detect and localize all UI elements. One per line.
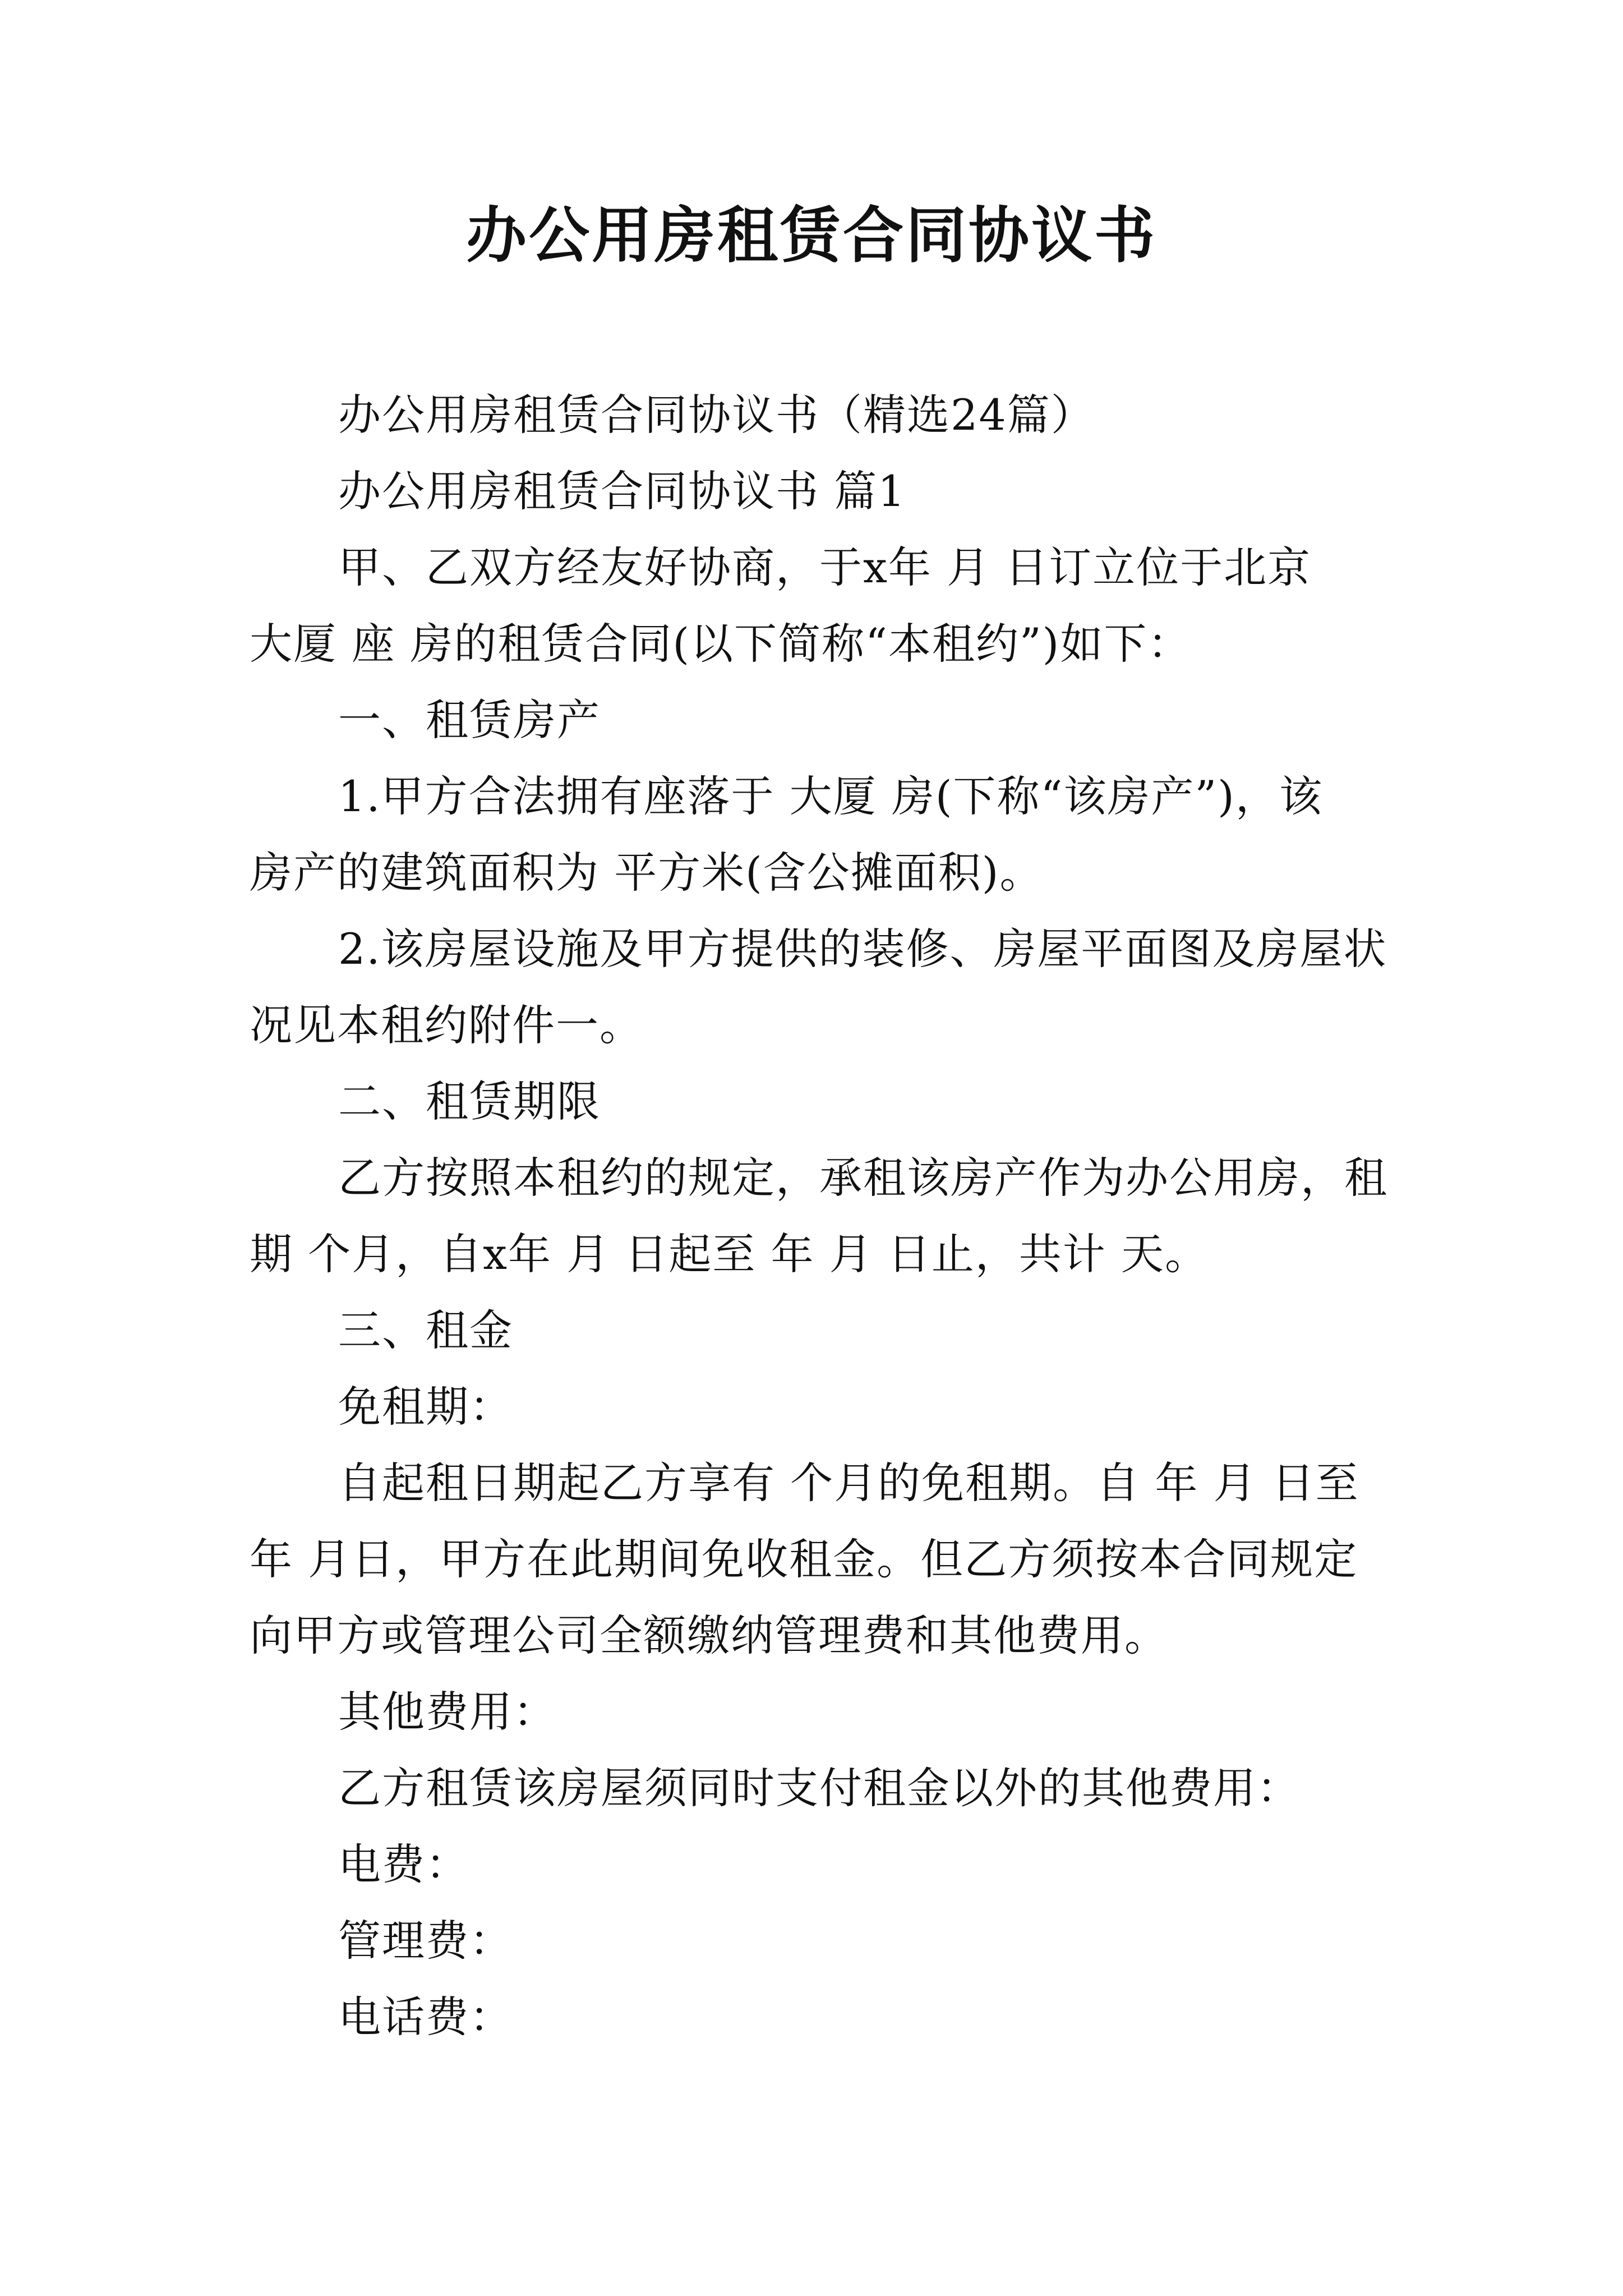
paragraph-line: 自起租日期起乙方享有 个月的免租期。自 年 月 日至 <box>338 1458 1359 1508</box>
section-heading-line: 三、租金 <box>338 1305 513 1355</box>
paragraph-line: 乙方按照本租约的规定，承租该房产作为办公用房，租 <box>338 1153 1388 1203</box>
fee-item-line: 电话费： <box>338 1992 513 2042</box>
paragraph-line: 期 个月，自x年 月 日起至 年 月 日止，共计 天。 <box>250 1229 1209 1279</box>
document-title: 办公用房租赁合同协议书 <box>465 200 1157 271</box>
fee-item-line: 管理费： <box>338 1916 513 1966</box>
paragraph-line: 年 月日，甲方在此期间免收租金。但乙方须按本合同规定 <box>250 1534 1358 1584</box>
section-heading-line: 办公用房租赁合同协议书 篇1 <box>338 466 906 516</box>
section-heading-line: 一、租赁房产 <box>338 695 601 745</box>
paragraph-line: 房产的建筑面积为 平方米(含公摊面积)。 <box>250 848 1044 898</box>
paragraph-line: 况见本租约附件一。 <box>250 1000 643 1050</box>
paragraph-line: 向甲方或管理公司全额缴纳管理费和其他费用。 <box>250 1611 1168 1660</box>
paragraph-line: 甲、乙双方经友好协商，于x年 月 日订立位于北京 <box>338 542 1312 592</box>
paragraph-line: 1.甲方合法拥有座落于 大厦 房(下称“该房产”)，该 <box>338 771 1323 821</box>
fee-item-line: 电费： <box>338 1839 469 1889</box>
subtitle-line: 办公用房租赁合同协议书（精选24篇） <box>338 390 1095 440</box>
subheading-line: 免租期： <box>338 1382 513 1432</box>
paragraph-line: 乙方租赁该房屋须同时支付租金以外的其他费用： <box>338 1763 1301 1813</box>
paragraph-line: 大厦 座 房的租赁合同(以下简称“本租约”)如下： <box>250 619 1192 669</box>
paragraph-line: 2.该房屋设施及甲方提供的装修、房屋平面图及房屋状 <box>338 924 1387 974</box>
subheading-line: 其他费用： <box>338 1687 557 1737</box>
section-heading-line: 二、租赁期限 <box>338 1076 601 1126</box>
